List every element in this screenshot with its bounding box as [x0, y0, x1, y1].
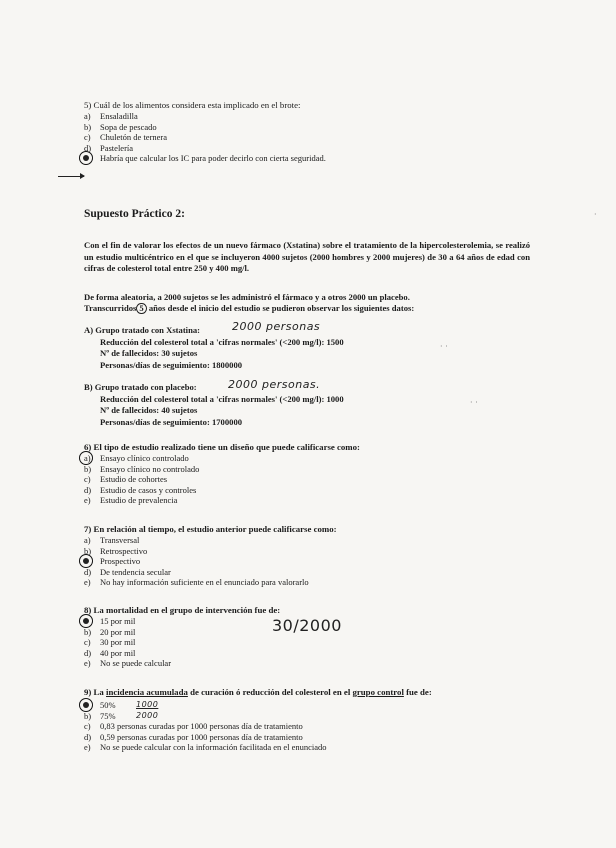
question-5-option-d[interactable]: d) Pastelería [84, 142, 134, 153]
question-5-option-e[interactable]: Habría que calcular los IC para poder decirlo con cierta seguridad. [84, 153, 524, 164]
handwritten-note-group-a: 2000 personas [232, 320, 321, 333]
question-9-option-d[interactable]: d) 0,59 personas curadas por 1000 personas día de tratamiento [84, 731, 303, 742]
group-a-deaths: Nº de fallecidos: 30 sujetos [100, 348, 198, 358]
question-5 [84, 99, 524, 164]
case-heading: Supuesto Práctico 2: [84, 208, 185, 220]
group-a-title: A) Grupo tratado con Xstatina: [84, 325, 201, 335]
group-a-reduction: Reducción del colesterol total a 'cifras normales' (<200 mg/l): 1500 [100, 336, 344, 347]
group-a-followup: Personas/días de seguimiento: 1800000 [100, 359, 243, 370]
question-8-option-c[interactable]: c) 30 por mil [84, 637, 136, 648]
question-6-option-a[interactable]: a) Ensayo clínico controlado [84, 453, 524, 464]
group-b-followup: Personas/días de seguimiento: 1700000 [100, 416, 243, 427]
handwritten-note-q8: 30/2000 [272, 616, 342, 635]
question-7-option-d[interactable]: d) De tendencia secular [84, 566, 171, 577]
question-9-option-c[interactable]: c) 0,83 personas curadas por 1000 personas día de tratamiento [84, 721, 303, 732]
question-8-stem: 8) La mortalidad en el grupo de intervención fue de: [84, 605, 281, 615]
answer-circle-icon [79, 151, 93, 165]
question-7-option-e[interactable]: e) No hay información suficiente en el enunciado para valorarlo [84, 577, 309, 588]
question-6-option-d[interactable]: d) Estudio de casos y controles [84, 484, 197, 495]
question-6-option-c[interactable]: c) Estudio de cohortes [84, 474, 168, 485]
question-5-option-b[interactable]: b) Sopa de pescado [84, 121, 157, 132]
scan-speck: · · [440, 342, 448, 351]
question-8 [84, 604, 524, 669]
question-7-stem: 7) En relación al tiempo, el estudio anterior puede calificarse como: [84, 524, 337, 534]
question-8-option-a[interactable]: 15 por mil [84, 616, 524, 627]
question-7-option-c[interactable]: Prospectivo [84, 556, 524, 567]
group-b-title: B) Grupo tratado con placebo: [84, 382, 197, 392]
handwritten-denominator: 2000 [136, 710, 159, 720]
handwritten-numerator: 1000 [136, 700, 159, 709]
question-8-option-b[interactable]: b) 20 por mil [84, 626, 136, 637]
question-7-option-b[interactable]: b) Retrospectivo [84, 545, 148, 556]
scan-speck: · [594, 210, 597, 219]
random-line-2: Transcurridos 5 años desde el inicio del estudio se pudieron observar los siguientes datos: [84, 303, 415, 313]
question-5-option-c[interactable]: c) Chuletón de ternera [84, 132, 168, 143]
question-6 [84, 441, 524, 506]
group-b-deaths: Nº de fallecidos: 40 sujetos [100, 405, 198, 415]
question-7-option-a[interactable]: a) Transversal [84, 535, 140, 545]
question-9-option-b[interactable]: b) 75% 2000 [84, 710, 159, 721]
handwritten-note-group-b: 2000 personas. [228, 378, 321, 391]
random-line-1: De forma aleatoria, a 2000 sujetos se les administró el fármaco y a otros 2000 un placebo. [84, 292, 410, 302]
case-intro: Con el fin de valorar los efectos de un nuevo fármaco (Xstatina) sobre el tratamiento de la hipercolesterolemia, se realizó un estudio multicéntrico en el que se incluyeron 4000 sujetos (2000 hombres y 2000 mujeres) de 30 a 64 años de edad con cifras de colesterol total entre 250 y 400 mg/l. [84, 240, 530, 273]
question-8-option-d[interactable]: d) 40 por mil [84, 647, 136, 658]
question-7 [84, 523, 524, 588]
circled-number: 5 [136, 303, 146, 314]
question-8-option-e[interactable]: e) No se puede calcular [84, 658, 172, 669]
question-9-option-e[interactable]: e) No se puede calcular con la información facilitada en el enunciado [84, 742, 327, 753]
scan-speck: · · [470, 398, 478, 407]
question-5-stem: 5) Cuál de los alimentos considera esta implicado en el brote: [84, 100, 301, 110]
group-b-reduction: Reducción del colesterol total a 'cifras normales' (<200 mg/l): 1000 [100, 393, 344, 404]
question-9 [84, 686, 554, 753]
question-6-option-b[interactable]: b) Ensayo clínico no controlado [84, 463, 200, 474]
question-9-option-a[interactable]: 50% 1000 [84, 700, 554, 711]
question-9-stem: 9) La incidencia acumulada de curación ó reducción del colesterol en el grupo control fue de: [84, 687, 432, 697]
question-6-stem: 6) El tipo de estudio realizado tiene un diseño que puede calificarse como: [84, 442, 360, 452]
question-6-option-e[interactable]: e) Estudio de prevalencia [84, 495, 178, 506]
question-5-option-a[interactable]: a) Ensaladilla [84, 111, 138, 121]
arrow-mark-icon [58, 176, 84, 177]
